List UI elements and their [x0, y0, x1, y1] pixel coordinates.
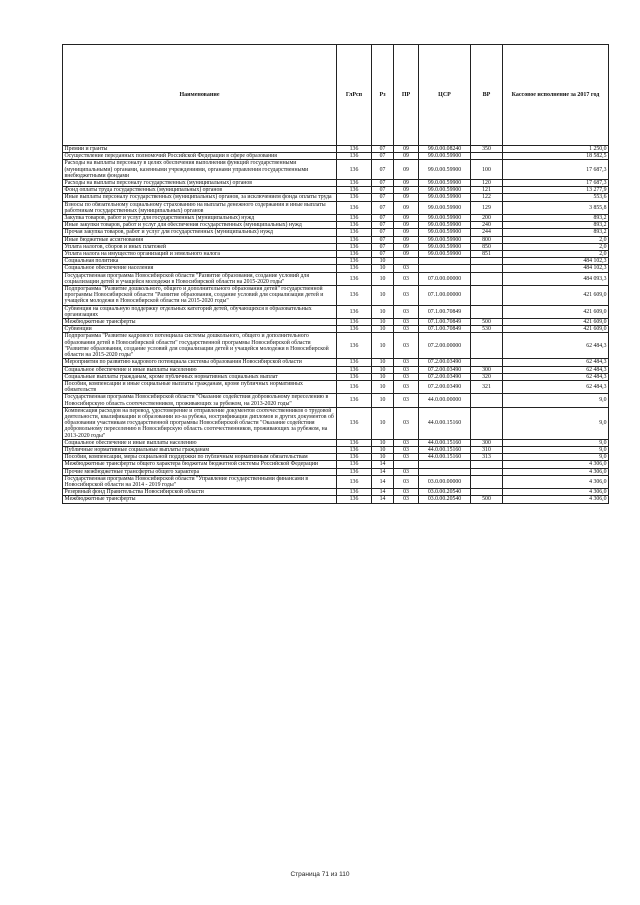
cell-grs: 136 — [337, 366, 372, 373]
cell-grs: 136 — [337, 446, 372, 453]
cell-rz: 07 — [372, 146, 394, 153]
cell-rz: 10 — [372, 326, 394, 333]
table-row — [63, 265, 609, 272]
cell-amount: 4 306,0 — [503, 489, 609, 496]
cell-grs: 136 — [337, 222, 372, 229]
cell-pr: 03 — [394, 319, 419, 326]
cell-grs: 136 — [337, 439, 372, 446]
cell-pr: 03 — [394, 454, 419, 461]
header-csr: ЦСР — [419, 45, 471, 146]
cell-name: Межбюджетные трансферты — [63, 319, 337, 326]
cell-grs: 136 — [337, 496, 372, 503]
table-row — [63, 475, 609, 488]
cell-pr — [394, 461, 419, 468]
cell-amount: 4 306,0 — [503, 461, 609, 468]
cell-csr — [419, 461, 471, 468]
table-row — [63, 373, 609, 380]
cell-grs: 136 — [337, 359, 372, 366]
cell-name: Пособия, компенсации и иные социальные выплаты гражданам, кроме публичных нормативных обязательств — [63, 380, 337, 393]
cell-grs: 136 — [337, 373, 372, 380]
cell-amount: 2,0 — [503, 243, 609, 250]
cell-vr — [471, 153, 503, 160]
cell-rz: 07 — [372, 201, 394, 214]
cell-pr: 03 — [394, 394, 419, 407]
cell-pr: 03 — [394, 333, 419, 359]
header-vr: ВР — [471, 45, 503, 146]
cell-vr: 120 — [471, 180, 503, 187]
cell-grs: 136 — [337, 319, 372, 326]
cell-vr: 300 — [471, 366, 503, 373]
cell-csr: 07.1.00.70849 — [419, 319, 471, 326]
cell-amount: 421 609,0 — [503, 305, 609, 318]
cell-grs: 136 — [337, 153, 372, 160]
cell-grs: 136 — [337, 272, 372, 285]
table-row — [63, 380, 609, 393]
table-row — [63, 201, 609, 214]
cell-name: Подпрограмма "Развитие дошкольного, общего и дополнительного образования детей" государственной программы Новосибирской области "Развитие образования, создание условий для социализации детей и учащейся молодежи в Новосибирской области на 2015-2020 годы" — [63, 286, 337, 306]
cell-rz: 10 — [372, 333, 394, 359]
cell-grs: 136 — [337, 380, 372, 393]
table-row — [63, 258, 609, 265]
cell-vr: 122 — [471, 194, 503, 201]
table-row — [63, 286, 609, 306]
cell-vr: 500 — [471, 496, 503, 503]
cell-name: Социальная политика — [63, 258, 337, 265]
table-row — [63, 222, 609, 229]
cell-rz: 07 — [372, 180, 394, 187]
table-body — [63, 146, 609, 504]
cell-grs: 136 — [337, 146, 372, 153]
cell-csr: 99.0.00.59900 — [419, 160, 471, 180]
cell-amount: 62 484,3 — [503, 373, 609, 380]
cell-rz: 10 — [372, 359, 394, 366]
cell-rz: 14 — [372, 475, 394, 488]
cell-vr — [471, 258, 503, 265]
cell-grs: 136 — [337, 201, 372, 214]
cell-vr — [471, 265, 503, 272]
cell-vr — [471, 461, 503, 468]
cell-rz: 07 — [372, 215, 394, 222]
table-row — [63, 229, 609, 236]
cell-name: Публичные нормативные социальные выплаты гражданам — [63, 446, 337, 453]
cell-amount: 4 306,0 — [503, 496, 609, 503]
table-row — [63, 146, 609, 153]
cell-amount: 62 484,3 — [503, 380, 609, 393]
cell-vr: 244 — [471, 229, 503, 236]
table-row — [63, 236, 609, 243]
cell-amount: 893,2 — [503, 222, 609, 229]
cell-name: Межбюджетные трансферты общего характера бюджетам бюджетной системы Российской Федерации — [63, 461, 337, 468]
table-row — [63, 251, 609, 258]
cell-rz: 07 — [372, 236, 394, 243]
cell-csr: 99.0.00.59900 — [419, 243, 471, 250]
cell-rz: 07 — [372, 243, 394, 250]
cell-rz: 10 — [372, 394, 394, 407]
cell-pr: 03 — [394, 272, 419, 285]
header-rz: Рз — [372, 45, 394, 146]
cell-csr: 99.0.00.59900 — [419, 201, 471, 214]
cell-pr: 03 — [394, 439, 419, 446]
cell-grs: 136 — [337, 243, 372, 250]
cell-pr: 09 — [394, 201, 419, 214]
cell-csr — [419, 258, 471, 265]
cell-name: Уплата налогов, сборов и иных платежей — [63, 243, 337, 250]
cell-csr: 07.1.00.00000 — [419, 286, 471, 306]
cell-csr: 44.0.00.15160 — [419, 446, 471, 453]
cell-csr: 07.2.00.03490 — [419, 380, 471, 393]
cell-rz: 10 — [372, 407, 394, 439]
cell-name: Расходы на выплаты персоналу в целях обеспечения выполнения функций государственными (муниципальными) органами, казенными учреждениями, органами управления государственными внебюджетными фондами — [63, 160, 337, 180]
cell-csr: 44.0.00.15160 — [419, 407, 471, 439]
cell-name: Закупка товаров, работ и услуг для государственных (муниципальных) нужд — [63, 215, 337, 222]
cell-vr — [471, 407, 503, 439]
cell-amount: 2,0 — [503, 236, 609, 243]
cell-rz: 14 — [372, 468, 394, 475]
cell-vr: 100 — [471, 160, 503, 180]
cell-vr: 530 — [471, 326, 503, 333]
cell-name: Государственная программа Новосибирской области "Управление государственными финансами в Новосибирской области на 2014 - 2019 годы" — [63, 475, 337, 488]
cell-csr: 44.0.00.00000 — [419, 394, 471, 407]
cell-vr — [471, 272, 503, 285]
cell-csr: 99.0.00.59900 — [419, 194, 471, 201]
cell-rz: 07 — [372, 194, 394, 201]
cell-amount: 9,0 — [503, 407, 609, 439]
cell-csr: 99.0.00.59900 — [419, 229, 471, 236]
cell-grs: 136 — [337, 236, 372, 243]
cell-rz: 10 — [372, 272, 394, 285]
cell-pr: 03 — [394, 265, 419, 272]
cell-pr: 09 — [394, 229, 419, 236]
cell-pr: 09 — [394, 215, 419, 222]
header-pr: ПР — [394, 45, 419, 146]
table-row — [63, 454, 609, 461]
cell-pr: 03 — [394, 407, 419, 439]
cell-pr: 09 — [394, 194, 419, 201]
cell-rz: 10 — [372, 286, 394, 306]
cell-rz: 14 — [372, 489, 394, 496]
cell-csr: 99.0.00.59900 — [419, 251, 471, 258]
cell-grs: 136 — [337, 468, 372, 475]
cell-name: Подпрограмма "Развитие кадрового потенциала системы дошкольного, общего и дополнительного образования детей в Новосибирской области" государственной программы Новосибирской области "Развитие образования, создание условий для социализации детей и учащейся молодежи в Новосибирской области на 2015-2020 годы" — [63, 333, 337, 359]
cell-vr: 121 — [471, 187, 503, 194]
cell-grs: 136 — [337, 333, 372, 359]
cell-csr — [419, 265, 471, 272]
cell-pr: 03 — [394, 305, 419, 318]
cell-grs: 136 — [337, 180, 372, 187]
table-row — [63, 326, 609, 333]
cell-csr: 07.2.00.03490 — [419, 373, 471, 380]
cell-vr — [471, 468, 503, 475]
cell-pr: 03 — [394, 359, 419, 366]
cell-amount: 4 306,0 — [503, 475, 609, 488]
cell-name: Мероприятия по развитию кадрового потенциала системы образования Новосибирской области — [63, 359, 337, 366]
cell-name: Фонд оплаты труда государственных (муниципальных) органов — [63, 187, 337, 194]
cell-name: Субвенции — [63, 326, 337, 333]
cell-name: Социальное обеспечение населения — [63, 265, 337, 272]
cell-amount: 893,2 — [503, 229, 609, 236]
cell-pr: 09 — [394, 243, 419, 250]
cell-rz: 07 — [372, 251, 394, 258]
cell-name: Субвенция на социальную поддержку отдельных категорий детей, обучающихся в образовательных организациях — [63, 305, 337, 318]
table-row — [63, 319, 609, 326]
cell-rz: 10 — [372, 454, 394, 461]
cell-rz: 07 — [372, 160, 394, 180]
cell-grs: 136 — [337, 229, 372, 236]
cell-name: Взносы по обязательному социальному страхованию на выплаты денежного содержания и иные выплаты работникам государственных (муниципальных) органов — [63, 201, 337, 214]
cell-amount: 13 277,9 — [503, 187, 609, 194]
header-grs: ГлРсп — [337, 45, 372, 146]
cell-rz: 07 — [372, 187, 394, 194]
cell-csr: 07.2.00.00000 — [419, 333, 471, 359]
cell-amount: 893,2 — [503, 215, 609, 222]
cell-vr — [471, 489, 503, 496]
cell-csr: 44.0.00.15160 — [419, 454, 471, 461]
cell-name: Резервный фонд Правительства Новосибирской области — [63, 489, 337, 496]
table-row — [63, 153, 609, 160]
cell-pr: 09 — [394, 146, 419, 153]
cell-csr: 99.0.00.59900 — [419, 187, 471, 194]
cell-amount: 62 484,3 — [503, 359, 609, 366]
cell-pr: 09 — [394, 236, 419, 243]
cell-name: Иные бюджетные ассигнования — [63, 236, 337, 243]
cell-pr: 03 — [394, 496, 419, 503]
cell-vr — [471, 475, 503, 488]
table-row — [63, 394, 609, 407]
cell-amount: 3 855,8 — [503, 201, 609, 214]
cell-rz: 07 — [372, 222, 394, 229]
cell-grs: 136 — [337, 187, 372, 194]
cell-rz: 14 — [372, 461, 394, 468]
cell-amount: 484 102,3 — [503, 258, 609, 265]
table-row — [63, 333, 609, 359]
cell-csr — [419, 468, 471, 475]
cell-pr: 09 — [394, 222, 419, 229]
page-number: Страница 71 из 110 — [290, 871, 350, 878]
expenditure-table — [62, 44, 609, 504]
cell-csr: 07.1.00.70849 — [419, 305, 471, 318]
table-row — [63, 215, 609, 222]
table-row — [63, 187, 609, 194]
cell-amount: 9,0 — [503, 439, 609, 446]
cell-csr: 03.0.00.20540 — [419, 489, 471, 496]
cell-amount: 1 250,0 — [503, 146, 609, 153]
cell-grs: 136 — [337, 326, 372, 333]
cell-vr — [471, 333, 503, 359]
cell-vr — [471, 359, 503, 366]
cell-grs: 136 — [337, 489, 372, 496]
cell-name: Расходы на выплаты персоналу государственных (муниципальных) органов — [63, 180, 337, 187]
cell-vr: 500 — [471, 319, 503, 326]
cell-rz: 10 — [372, 373, 394, 380]
cell-rz: 10 — [372, 305, 394, 318]
cell-csr: 44.0.00.15160 — [419, 439, 471, 446]
cell-amount: 484 102,3 — [503, 265, 609, 272]
cell-name: Пособия, компенсации, меры социальной поддержки по публичным нормативным обязательствам — [63, 454, 337, 461]
cell-pr: 03 — [394, 286, 419, 306]
cell-csr: 03.0.00.00000 — [419, 475, 471, 488]
cell-vr: 800 — [471, 236, 503, 243]
cell-vr: 851 — [471, 251, 503, 258]
table-row — [63, 359, 609, 366]
cell-name: Социальное обеспечение и иные выплаты населению — [63, 439, 337, 446]
cell-name: Осуществление переданных полномочий Российской Федерации в сфере образования — [63, 153, 337, 160]
cell-rz: 07 — [372, 229, 394, 236]
cell-name: Социальные выплаты гражданам, кроме публичных нормативных социальных выплат — [63, 373, 337, 380]
cell-grs: 136 — [337, 251, 372, 258]
table-row — [63, 439, 609, 446]
cell-pr: 09 — [394, 153, 419, 160]
cell-amount: 62 484,3 — [503, 333, 609, 359]
cell-csr: 99.0.00.59900 — [419, 153, 471, 160]
cell-csr: 07.0.00.00000 — [419, 272, 471, 285]
cell-vr: 850 — [471, 243, 503, 250]
cell-pr: 03 — [394, 366, 419, 373]
cell-name: Прочая закупка товаров, работ и услуг для государственных (муниципальных) нужд — [63, 229, 337, 236]
cell-rz: 10 — [372, 446, 394, 453]
table-row — [63, 194, 609, 201]
table-row — [63, 305, 609, 318]
table-row — [63, 407, 609, 439]
cell-grs: 136 — [337, 265, 372, 272]
cell-amount: 553,6 — [503, 194, 609, 201]
cell-amount: 17 687,3 — [503, 180, 609, 187]
cell-csr: 99.0.00.59900 — [419, 215, 471, 222]
cell-name: Государственная программа Новосибирской области "Оказание содействия добровольному переселению в Новосибирскую область соотечественников, проживающих за рубежом, на 2013-2020 годы" — [63, 394, 337, 407]
cell-vr: 129 — [471, 201, 503, 214]
cell-grs: 136 — [337, 475, 372, 488]
cell-amount: 421 609,0 — [503, 319, 609, 326]
table-row — [63, 489, 609, 496]
table-row — [63, 446, 609, 453]
cell-name: Премии и гранты — [63, 146, 337, 153]
cell-csr: 07.1.00.70849 — [419, 326, 471, 333]
table-row — [63, 160, 609, 180]
cell-grs: 136 — [337, 461, 372, 468]
cell-grs: 136 — [337, 286, 372, 306]
cell-name: Государственная программа Новосибирской области "Развитие образования, создание условий для социализации детей и учащейся молодежи в Новосибирской области на 2015-2020 годы" — [63, 272, 337, 285]
cell-rz: 07 — [372, 153, 394, 160]
cell-vr: 200 — [471, 215, 503, 222]
cell-csr: 99.0.00.59900 — [419, 180, 471, 187]
cell-amount: 2,0 — [503, 251, 609, 258]
cell-amount: 62 484,3 — [503, 366, 609, 373]
cell-grs: 136 — [337, 160, 372, 180]
cell-grs: 136 — [337, 215, 372, 222]
cell-pr — [394, 258, 419, 265]
table-row — [63, 468, 609, 475]
table-row — [63, 461, 609, 468]
cell-name: Социальное обеспечение и иные выплаты населению — [63, 366, 337, 373]
header-amount: Кассовое исполнение за 2017 год — [503, 45, 609, 146]
cell-pr: 09 — [394, 187, 419, 194]
cell-rz: 10 — [372, 366, 394, 373]
cell-vr: 313 — [471, 454, 503, 461]
table-row — [63, 496, 609, 503]
cell-pr: 03 — [394, 475, 419, 488]
cell-amount: 17 687,3 — [503, 160, 609, 180]
cell-name: Уплата налога на имущество организаций и земельного налога — [63, 251, 337, 258]
table-row — [63, 243, 609, 250]
cell-amount: 18 582,5 — [503, 153, 609, 160]
cell-name: Компенсация расходов на перевод, удостоверение и отправление документов соотечественников о трудовой деятельности, квалификации и образовании из-за рубежа, нострификации дипломов и других документов об образовании участникам государственной программы Новосибирской области "Оказание содействия добровольному переселению в Новосибирскую область соотечественников, проживающих за рубежом, на 2013-2020 годы" — [63, 407, 337, 439]
cell-name: Иные выплаты персоналу государственных (муниципальных) органов, за исключением фонда оплаты труда — [63, 194, 337, 201]
cell-name: Прочие межбюджетные трансферты общего характера — [63, 468, 337, 475]
cell-vr — [471, 305, 503, 318]
cell-vr: 240 — [471, 222, 503, 229]
cell-name: Межбюджетные трансферты — [63, 496, 337, 503]
cell-csr: 99.0.00.08240 — [419, 146, 471, 153]
table-row — [63, 272, 609, 285]
cell-pr: 03 — [394, 326, 419, 333]
cell-grs: 136 — [337, 305, 372, 318]
cell-csr: 07.2.00.03490 — [419, 366, 471, 373]
cell-pr: 09 — [394, 180, 419, 187]
cell-vr: 310 — [471, 446, 503, 453]
cell-rz: 10 — [372, 439, 394, 446]
cell-pr: 09 — [394, 160, 419, 180]
cell-amount: 484 093,3 — [503, 272, 609, 285]
cell-grs: 136 — [337, 258, 372, 265]
header-row — [63, 45, 609, 146]
cell-grs: 136 — [337, 454, 372, 461]
cell-csr: 07.2.00.03490 — [419, 359, 471, 366]
cell-amount: 421 609,0 — [503, 326, 609, 333]
cell-rz: 14 — [372, 496, 394, 503]
cell-amount: 9,0 — [503, 446, 609, 453]
cell-amount: 9,0 — [503, 454, 609, 461]
cell-pr: 03 — [394, 373, 419, 380]
cell-vr: 321 — [471, 380, 503, 393]
cell-pr: 03 — [394, 446, 419, 453]
table-row — [63, 366, 609, 373]
cell-pr: 03 — [394, 468, 419, 475]
header-name: Наименование — [63, 45, 337, 146]
cell-pr: 03 — [394, 489, 419, 496]
table-row — [63, 180, 609, 187]
cell-csr: 03.0.00.20540 — [419, 496, 471, 503]
cell-grs: 136 — [337, 407, 372, 439]
cell-rz: 10 — [372, 319, 394, 326]
cell-pr: 09 — [394, 251, 419, 258]
cell-vr — [471, 286, 503, 306]
cell-csr: 99.0.00.59900 — [419, 236, 471, 243]
cell-csr: 99.0.00.59900 — [419, 222, 471, 229]
cell-vr: 350 — [471, 146, 503, 153]
cell-pr: 03 — [394, 380, 419, 393]
cell-name: Иные закупки товаров, работ и услуг для обеспечения государственных (муниципальных) нужд — [63, 222, 337, 229]
cell-grs: 136 — [337, 394, 372, 407]
cell-amount: 421 609,0 — [503, 286, 609, 306]
cell-amount: 9,0 — [503, 394, 609, 407]
cell-rz: 10 — [372, 380, 394, 393]
cell-amount: 4 306,0 — [503, 468, 609, 475]
cell-vr — [471, 394, 503, 407]
cell-rz: 10 — [372, 258, 394, 265]
cell-vr: 320 — [471, 373, 503, 380]
cell-grs: 136 — [337, 194, 372, 201]
cell-rz: 10 — [372, 265, 394, 272]
cell-vr: 300 — [471, 439, 503, 446]
